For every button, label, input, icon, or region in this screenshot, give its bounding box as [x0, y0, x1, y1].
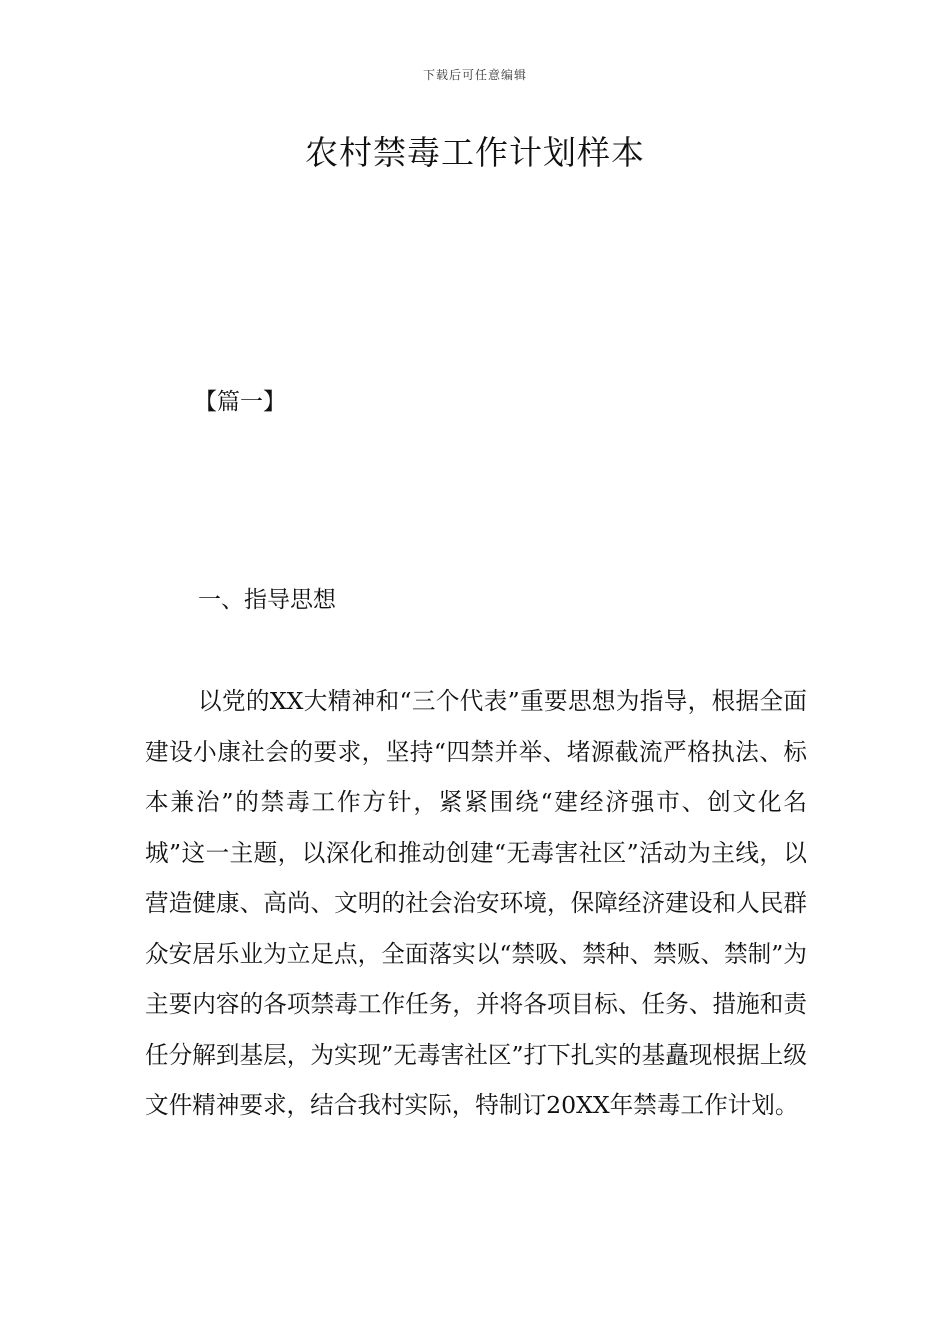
body-paragraph: 以党的XX大精神和“三个代表”重要思想为指导，根据全面建设小康社会的要求，坚持“四禁并举、堵源截流严格执法、标本兼治”的禁毒工作方针，紧紧围绕“建经济强市、创文化名城”这一主题，以深化和推动创建“无毒害社区”活动为主线，以营造健康、高尚、文明的社会治安环境，保障经济建设和人民群众安居乐业为立足点，全面落实以“禁吸、禁种、禁贩、禁制”为主要内容的各项禁毒工作任务，并将各项目标、任务、措施和责任分解到基层，为实现”无毒害社区”打下扎实的基矗现根据上级文件精神要求，结合我村实际，特制订20XX年禁毒工作计划。: [145, 687, 807, 1119]
section-heading: 一、指导思想: [198, 587, 336, 613]
header-note: 下载后可任意编辑: [422, 68, 527, 82]
document-title: 农村禁毒工作计划样本: [305, 133, 645, 172]
part-label: 【篇一】: [194, 389, 286, 415]
